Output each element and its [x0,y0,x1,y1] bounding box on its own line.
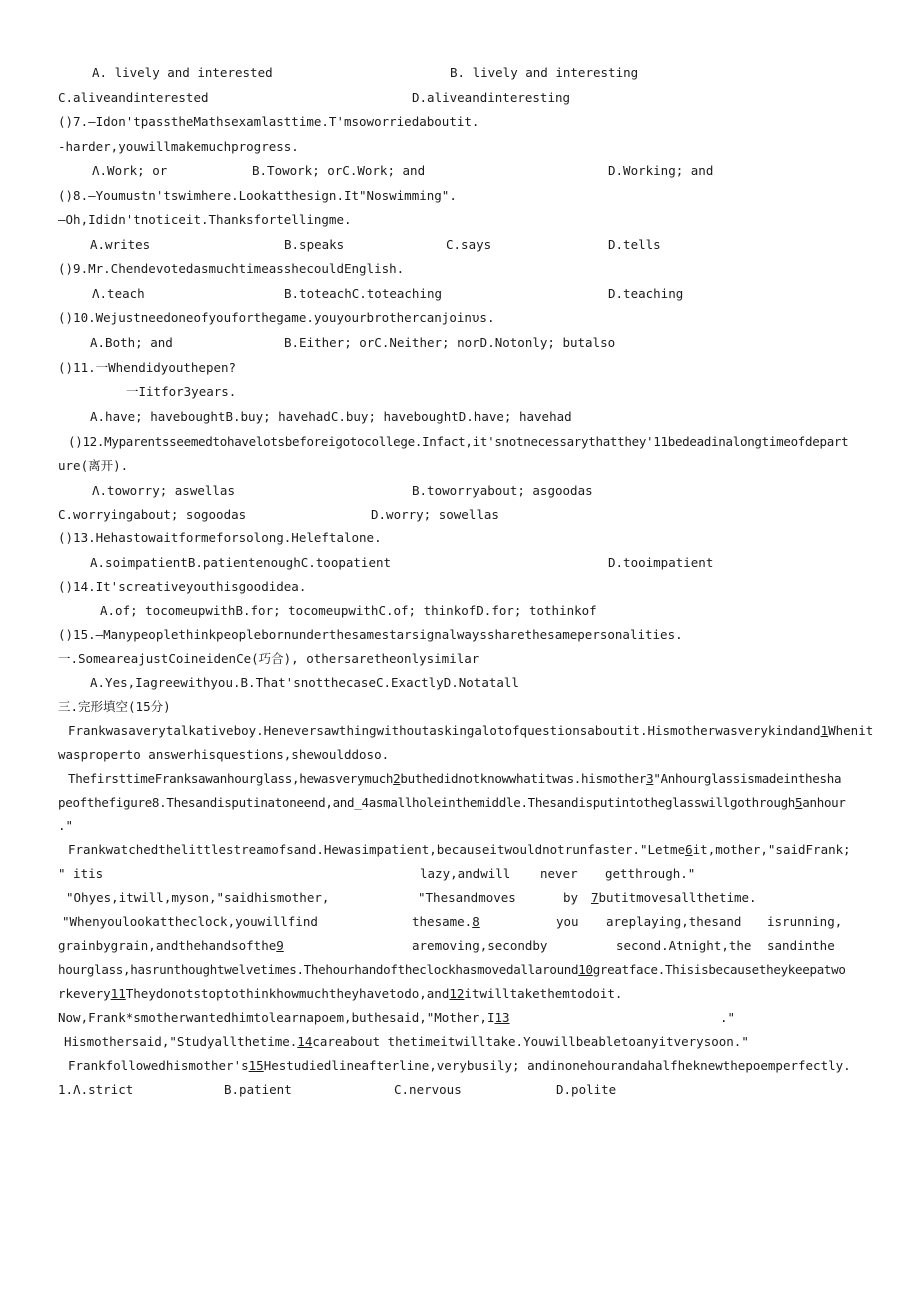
passage-text: grainbygrain,andthehandsofthe9 [58,938,284,953]
q9-stem: ()9.Mr.ChendevotedasmuchtimeasshecouldEnglish. [58,261,405,276]
passage-text: by [563,890,579,905]
q13-option-d: D.tooimpatient [608,555,714,570]
q8-option-a: A.writes [90,237,151,252]
passage-text: areplaying,thesand [606,914,742,929]
q15-options: A.Yes,Iagreewithyou.B.That'snotthecaseC.ExactlyD.Notatall [90,675,519,690]
passage-text: 7butitmovesallthetime. [591,890,757,905]
blank-10: 10 [578,962,593,977]
blank-6: 6 [685,842,693,857]
blank-7: 7 [591,890,599,905]
passage-text: "Ohyes,itwill,myson,"saidhismother, [66,890,330,905]
blank-2: 2 [393,771,401,786]
q11-stem-reply: 一Iitfor3years. [126,384,237,399]
q15-stem: ()15.—Manypeoplethinkpeoplebornunderthesamestarsignalwayssharethesamepersonalities. [58,627,683,642]
blank-13: 13 [494,1010,510,1025]
passage-text: thesame.8 [412,914,480,929]
passage-line: peofthefigure8.Thesandisputinatoneend,and_4asmallholeinthemiddle.Thesandisputintotheglasswillgothrough5anhour [58,795,846,810]
q13-option-abc: A.soimpatientB.patientenoughC.toopatient [90,555,392,570]
blank-3: 3 [646,771,654,786]
c1-option-b: B.patient [224,1082,292,1097]
q6-option-c: C.aliveandinterested [58,90,209,105]
passage-line: Frankwasaverytalkativeboy.Heneversawthingwithoutaskingalotofquestionsaboutit.Hismotherwasverykindand1Whenit [68,723,874,738]
q10-stem: ()10.Wejustneedoneofyouforthegame.youyourbrothercanjoinυs. [58,310,495,325]
q8-stem: ()8.—Youmustn'tswimhere.Lookatthesign.It"Noswimming". [58,188,457,203]
c1-option-a: 1.Λ.strict [58,1082,134,1097]
q7-stem-reply: -harder,youwillmakemuchprogress. [58,139,299,154]
passage-text: aremoving,secondby [412,938,548,953]
passage-text: lazy,andwill [420,866,511,881]
q13-stem: ()13.Hehastowaitformeforsolong.Heleftalone. [58,530,382,545]
q6-option-b: B. lively and interesting [450,65,639,80]
q11-options: A.have; haveboughtB.buy; havehadC.buy; haveboughtD.have; havehad [90,409,572,424]
q14-stem: ()14.It'screativeyouthisgoodidea. [58,579,307,594]
section-title: 三.完形填空(15分) [58,699,171,714]
q10-option-bcd: B.Either; orC.Neither; norD.Notonly; butalso [284,335,616,350]
q6-option-d: D.aliveandinteresting [412,90,571,105]
passage-text: getthrough." [605,866,696,881]
passage-line: rkevery11Theydonotstoptothinkhowmuchtheyhavetodo,and12itwilltakethemtodoit. [58,986,623,1001]
passage-text: ." [720,1010,736,1025]
q9-option-d: D.teaching [608,286,684,301]
passage-line: ThefirsttimeFranksawanhourglass,hewasverymuch2buthedidnotknowwhatitwas.hismother3"Anhourglassismadeinthesha [68,771,842,786]
c1-option-c: C.nervous [394,1082,462,1097]
q12-option-c: C.worryingabout; sogoodas [58,507,247,522]
q11-stem: ()11.一Whendidyouthepen? [58,360,237,375]
passage-text: ; [843,842,851,857]
q15-stem-reply: 一.SomeareajustCoineidenCe(巧合), othersaretheonlysimilar [58,651,480,666]
q8-option-c: C.says [446,237,492,252]
passage-text: isrunning, [767,914,843,929]
blank-5: 5 [795,795,803,810]
q12-stem: ()12.Myparentsseemedtohavelotsbeforeigotocollege.Infact,it'snotnecessarythatthey'11bedeadinalongtimeofdepart [68,434,849,449]
passage-line: Frankfollowedhismother's15Hestudiedlineafterline,verybusily; andinonehourandahalfheknewthepoemperfectly. [68,1058,851,1073]
blank-8: 8 [472,914,480,929]
q10-option-a: A.Both; and [90,335,173,350]
passage-line: wasproperto answerhisquestions,shewoulddoso. [58,747,390,762]
c1-option-d: D.polite [556,1082,617,1097]
q8-option-b: B.speaks [284,237,345,252]
passage-line: Hismothersaid,"Studyallthetime.14careabout thetimeitwilltake.Youwillbeabletoanyitverysoon." [64,1034,749,1049]
passage-text: you [556,914,579,929]
passage-line: ." [58,818,74,833]
passage-line: hourglass,hasrunthoughtwelvetimes.Thehourhandoftheclockhasmovedallaround10greatface.Thisisbecausetheykeepatwo [58,962,846,977]
q12-option-a: Λ.toworry; aswellas [92,483,235,498]
q9-option-a: Λ.teach [92,286,145,301]
q8-stem-reply: —Oh,Ididn'tnoticeit.Thanksfortellingme. [58,212,352,227]
blank-9: 9 [276,938,284,953]
passage-line: Now,Frank*smotherwantedhimtolearnapoem,buthesaid,"Mother,I13 [58,1010,510,1025]
passage-text: "Thesandmoves [418,890,516,905]
q12-option-b: B.toworryabout; asgoodas [412,483,593,498]
blank-12: 12 [449,986,465,1001]
q12-stem-cont: ure(离开). [58,458,129,473]
q7-option-d: D.Working; and [608,163,714,178]
q6-option-a: A. lively and interested [92,65,273,80]
passage-text: sandinthe [767,938,835,953]
q14-options: A.of; tocomeupwithB.for; tocomeupwithC.of; thinkofD.for; tothinkof [100,603,597,618]
blank-15: 15 [248,1058,264,1073]
q7-stem: ()7.—Idon'tpasstheMathsexamlasttime.T'msoworriedaboutit. [58,114,480,129]
blank-1: 1 [820,723,829,738]
q7-option-a: Λ.Work; or [92,163,168,178]
q12-option-d: D.worry; sowellas [371,507,499,522]
passage-text: " itis [58,866,104,881]
q9-option-bc: B.toteachC.toteaching [284,286,443,301]
passage-text: "Whenyoulookattheclock,youwillfind [62,914,318,929]
blank-11: 11 [110,986,126,1001]
passage-text: second.Atnight,the [616,938,752,953]
q7-option-bc: B.Towork; orC.Work; and [252,163,426,178]
blank-14: 14 [297,1034,313,1049]
passage-line: Frankwatchedthelittlestreamofsand.Hewasimpatient,becauseitwouldnotrunfaster."Letme6it,mother,"saidFrank [68,842,844,857]
passage-text: never [540,866,578,881]
q8-option-d: D.tells [608,237,661,252]
